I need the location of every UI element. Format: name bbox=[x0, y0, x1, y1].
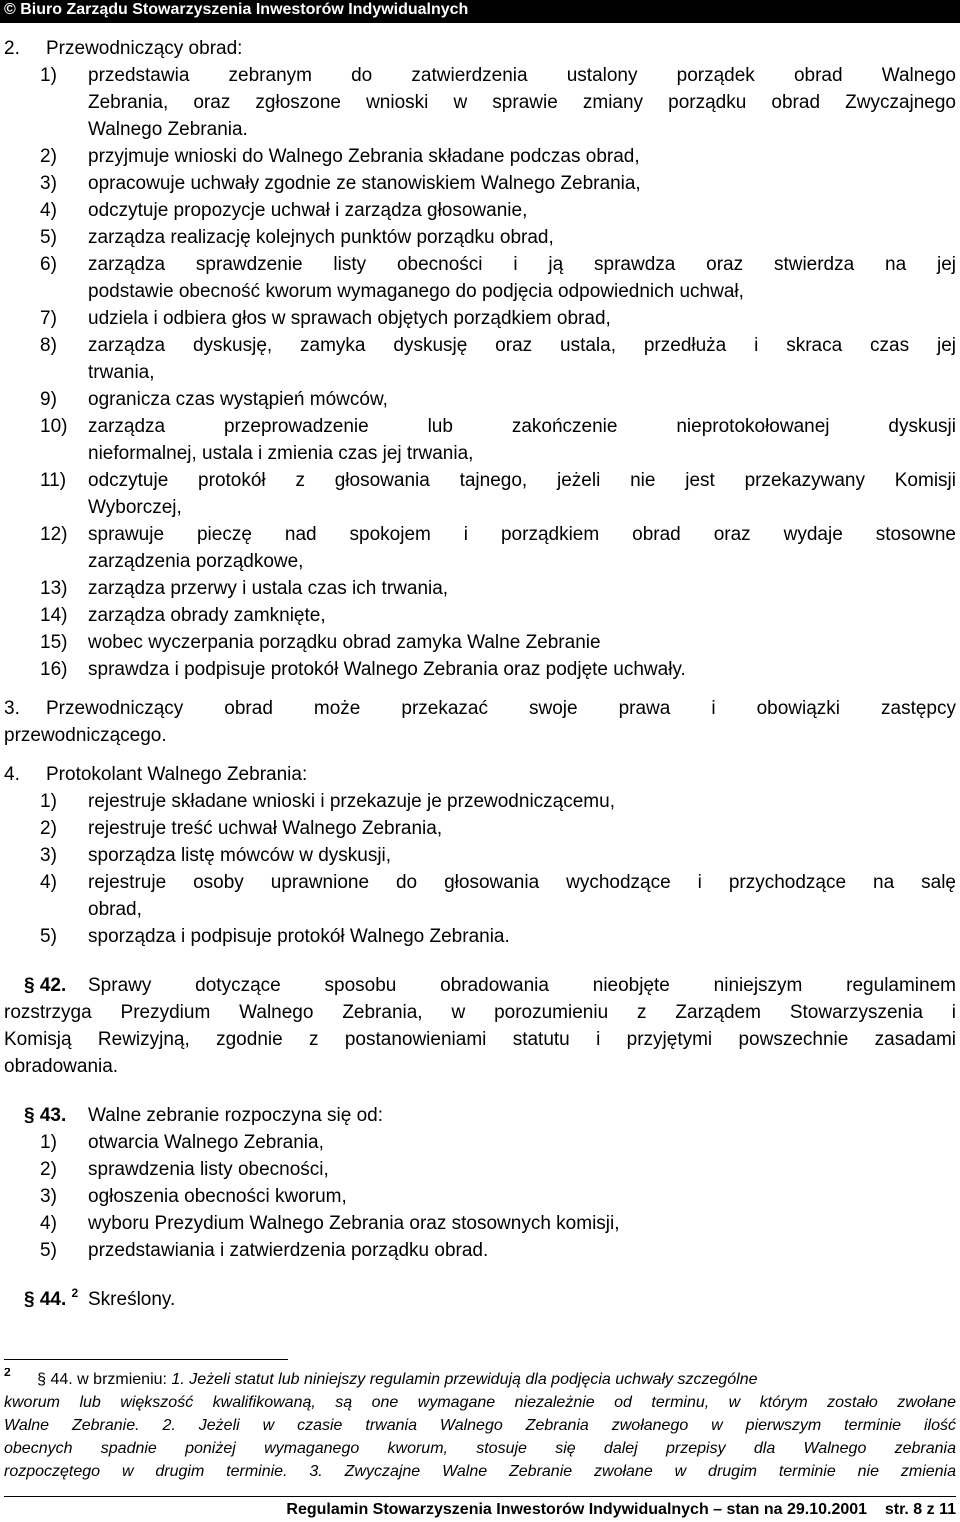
list-item bbox=[4, 602, 956, 629]
list-item-text: zarządza realizację kolejnych punktów porządku obrad, bbox=[88, 227, 554, 248]
section-title: Walne zebranie rozpoczyna się od: bbox=[88, 1105, 384, 1126]
footnote-line: kworum lub większość kwalifikowaną, są one wymagane niezależnie od terminu, w którym zostało zwołane bbox=[4, 1394, 956, 1411]
recorder-duties-list bbox=[4, 788, 956, 950]
list-item-text: ogłoszenia obecności kworum, bbox=[88, 1186, 347, 1207]
footnote-line: Walne Zebranie. 2. Jeżeli w czasie trwania Walnego Zebrania zwołanego w pierwszym terminie ilość bbox=[4, 1417, 956, 1434]
footnote-prefix: § 44. w brzmieniu: bbox=[37, 1371, 172, 1388]
list-item-continuation: trwania, bbox=[88, 362, 155, 383]
list-item-number: 1) bbox=[40, 65, 57, 86]
list-item-text: sprawdza i podpisuje protokół Walnego Zebrania oraz podjęte uchwały. bbox=[88, 659, 686, 680]
document-body bbox=[4, 35, 956, 1313]
list-item-number: 6) bbox=[40, 254, 57, 275]
footer-separator bbox=[4, 1496, 956, 1497]
footnote-line: obecnych spadnie poniżej wymaganego kworum, stosuje się dalej przepisy dla Walnego zebrania bbox=[4, 1440, 956, 1457]
list-item-number: 2) bbox=[40, 1159, 57, 1180]
section-42 bbox=[4, 972, 956, 999]
section-number: § 44. $^2$ bbox=[24, 1286, 79, 1310]
section-number: § 43. bbox=[24, 1105, 67, 1126]
list-item-number: 14) bbox=[40, 605, 68, 626]
paragraph-title: Protokolant Walnego Zebrania: bbox=[46, 764, 308, 785]
list-item bbox=[4, 521, 956, 548]
section-text-line: obradowania. bbox=[4, 1056, 119, 1077]
chairman-duties-list bbox=[4, 62, 956, 683]
list-item-number: 3) bbox=[40, 173, 57, 194]
section-text: Sprawy dotyczące sposobu obradowania nieobjęte niniejszym regulaminem bbox=[88, 975, 956, 996]
list-item bbox=[4, 788, 956, 815]
list-item bbox=[4, 629, 956, 656]
list-item bbox=[4, 869, 956, 896]
list-item bbox=[4, 197, 956, 224]
list-item-text: udziela i odbiera głos w sprawach objętych porządkiem obrad, bbox=[88, 308, 611, 329]
paragraph-text: Przewodniczący obrad może przekazać swoje prawa i obowiązki zastępcy bbox=[46, 698, 956, 719]
list-item-text: przedstawia zebranym do zatwierdzenia ustalony porządek obrad Walnego bbox=[88, 65, 956, 86]
paragraph-number: 2. bbox=[4, 38, 20, 59]
list-item-number: 5) bbox=[40, 926, 57, 947]
footnote bbox=[4, 1368, 956, 1483]
list-item bbox=[4, 1183, 956, 1210]
meeting-start-list bbox=[4, 1129, 956, 1264]
list-item-text: zarządza przerwy i ustala czas ich trwania, bbox=[88, 578, 449, 599]
footer-text: Regulamin Stowarzyszenia Inwestorów Indywidualnych – stan na 29.10.2001 str. 8 z 11 bbox=[286, 1501, 956, 1518]
list-item-text: odczytuje propozycje uchwał i zarządza głosowanie, bbox=[88, 200, 528, 221]
list-item-text: rejestruje składane wnioski i przekazuje je przewodniczącemu, bbox=[88, 791, 615, 812]
list-item bbox=[4, 413, 956, 440]
list-item bbox=[4, 656, 956, 683]
list-item bbox=[4, 332, 956, 359]
list-item-text: sprawdzenia listy obecności, bbox=[88, 1159, 329, 1180]
list-item-continuation: obrad, bbox=[88, 899, 142, 920]
list-item bbox=[4, 467, 956, 494]
list-item bbox=[4, 1237, 956, 1264]
list-item-number: 15) bbox=[40, 632, 68, 653]
list-item-text: zarządza obrady zamknięte, bbox=[88, 605, 326, 626]
list-item-number: 1) bbox=[40, 1132, 57, 1153]
list-item bbox=[4, 1210, 956, 1237]
list-item bbox=[4, 842, 956, 869]
list-item-continuation: nieformalnej, ustala i zmienia czas jej trwania, bbox=[88, 443, 474, 464]
list-item-continuation: Wyborczej, bbox=[88, 497, 182, 518]
paragraph-text-continuation: przewodniczącego. bbox=[4, 725, 167, 746]
list-item-text: otwarcia Walnego Zebrania, bbox=[88, 1132, 324, 1153]
list-item-number: 12) bbox=[40, 524, 68, 545]
list-item-number: 4) bbox=[40, 872, 57, 893]
list-item-text: zarządza przeprowadzenie lub zakończenie nieprotokołowanej dyskusji bbox=[88, 416, 956, 437]
list-item-text: wobec wyczerpania porządku obrad zamyka Walne Zebranie bbox=[88, 632, 601, 653]
list-item-text: zarządza dyskusję, zamyka dyskusję oraz ustala, przedłuża i skraca czas jej bbox=[88, 335, 956, 356]
list-item-continuation: Zebrania, oraz zgłoszone wnioski w sprawie zmiany porządku obrad Zwyczajnego bbox=[88, 92, 956, 113]
paragraph-number: 4. bbox=[4, 764, 20, 785]
list-item-text: przedstawiania i zatwierdzenia porządku obrad. bbox=[88, 1240, 489, 1261]
list-item-continuation: podstawie obecność kworum wymaganego do podjęcia odpowiednich uchwał, bbox=[88, 281, 744, 302]
list-item-text: odczytuje protokół z głosowania tajnego, jeżeli nie jest przekazywany Komisji bbox=[88, 470, 956, 491]
list-item-number: 2) bbox=[40, 818, 57, 839]
paragraph-number: 3. bbox=[4, 698, 20, 719]
footnote-line: 1. Jeżeli statut lub niniejszy regulamin przewidują dla podjęcia uchwały szczególne bbox=[171, 1371, 758, 1388]
list-item-number: 16) bbox=[40, 659, 68, 680]
list-item-text: wyboru Prezydium Walnego Zebrania oraz stosownych komisji, bbox=[88, 1213, 620, 1234]
list-item-continuation: zarządzenia porządkowe, bbox=[88, 551, 304, 572]
list-item-number: 2) bbox=[40, 146, 57, 167]
list-item-text: przyjmuje wnioski do Walnego Zebrania składane podczas obrad, bbox=[88, 146, 640, 167]
paragraph-2 bbox=[4, 35, 956, 62]
list-item-number: 9) bbox=[40, 389, 57, 410]
section-text-line: rozstrzyga Prezydium Walnego Zebrania, w porozumieniu z Zarządem Stowarzyszenia i bbox=[4, 1002, 956, 1023]
footnote-separator bbox=[4, 1359, 288, 1360]
list-item-number: 3) bbox=[40, 1186, 57, 1207]
list-item-number: 13) bbox=[40, 578, 68, 599]
list-item bbox=[4, 815, 956, 842]
list-item bbox=[4, 224, 956, 251]
list-item-number: 5) bbox=[40, 1240, 57, 1261]
list-item-number: 5) bbox=[40, 227, 57, 248]
section-43 bbox=[4, 1102, 956, 1129]
section-text-line: Komisją Rewizyjną, zgodnie z postanowieniami statutu i przyjętymi powszechnie zasadami bbox=[4, 1029, 956, 1050]
list-item-number: 1) bbox=[40, 791, 57, 812]
header-title: © Biuro Zarządu Stowarzyszenia Inwestorów Indywidualnych bbox=[4, 1, 469, 18]
list-item-number: 4) bbox=[40, 1213, 57, 1234]
list-item bbox=[4, 305, 956, 332]
list-item bbox=[4, 575, 956, 602]
list-item bbox=[4, 923, 956, 950]
list-item-number: 7) bbox=[40, 308, 57, 329]
paragraph-3 bbox=[4, 695, 956, 722]
list-item-text: rejestruje osoby uprawnione do głosowania wychodzące i przychodzące na salę bbox=[88, 872, 956, 893]
section-number: § 42. bbox=[24, 975, 67, 996]
document-header bbox=[0, 0, 960, 23]
list-item-continuation: Walnego Zebrania. bbox=[88, 119, 248, 140]
paragraph-title: Przewodniczący obrad: bbox=[46, 38, 243, 59]
list-item bbox=[4, 170, 956, 197]
list-item bbox=[4, 1129, 956, 1156]
list-item-text: sporządza listę mówców w dyskusji, bbox=[88, 845, 392, 866]
list-item-text: ogranicza czas wystąpień mówców, bbox=[88, 389, 388, 410]
list-item bbox=[4, 251, 956, 278]
document-footer bbox=[4, 1499, 956, 1521]
footnote-mark: 2 bbox=[4, 1368, 11, 1379]
paragraph-4 bbox=[4, 761, 956, 788]
list-item-text: rejestruje treść uchwał Walnego Zebrania, bbox=[88, 818, 443, 839]
list-item-number: 4) bbox=[40, 200, 57, 221]
list-item-number: 3) bbox=[40, 845, 57, 866]
list-item-text: zarządza sprawdzenie listy obecności i ją sprawdza oraz stwierdza na jej bbox=[88, 254, 956, 275]
footnote-reference[interactable]: 2 bbox=[71, 1286, 79, 1300]
list-item-text: sporządza i podpisuje protokół Walnego Zebrania. bbox=[88, 926, 510, 947]
list-item-number: 11) bbox=[40, 470, 67, 491]
list-item-number: 8) bbox=[40, 335, 57, 356]
list-item-text: sprawuje pieczę nad spokojem i porządkiem obrad oraz wydaje stosowne bbox=[88, 524, 956, 545]
footnote-line: rozpoczętego w drugim terminie. 3. Zwyczajne Walne Zebranie zwołane w drugim terminie nie zmienia bbox=[4, 1463, 956, 1480]
list-item bbox=[4, 143, 956, 170]
list-item-text: opracowuje uchwały zgodnie ze stanowiskiem Walnego Zebrania, bbox=[88, 173, 641, 194]
section-text: Skreślony. bbox=[88, 1289, 176, 1310]
list-item bbox=[4, 62, 956, 89]
list-item bbox=[4, 1156, 956, 1183]
list-item bbox=[4, 386, 956, 413]
list-item-number: 10) bbox=[40, 416, 68, 437]
section-44 bbox=[4, 1286, 956, 1313]
